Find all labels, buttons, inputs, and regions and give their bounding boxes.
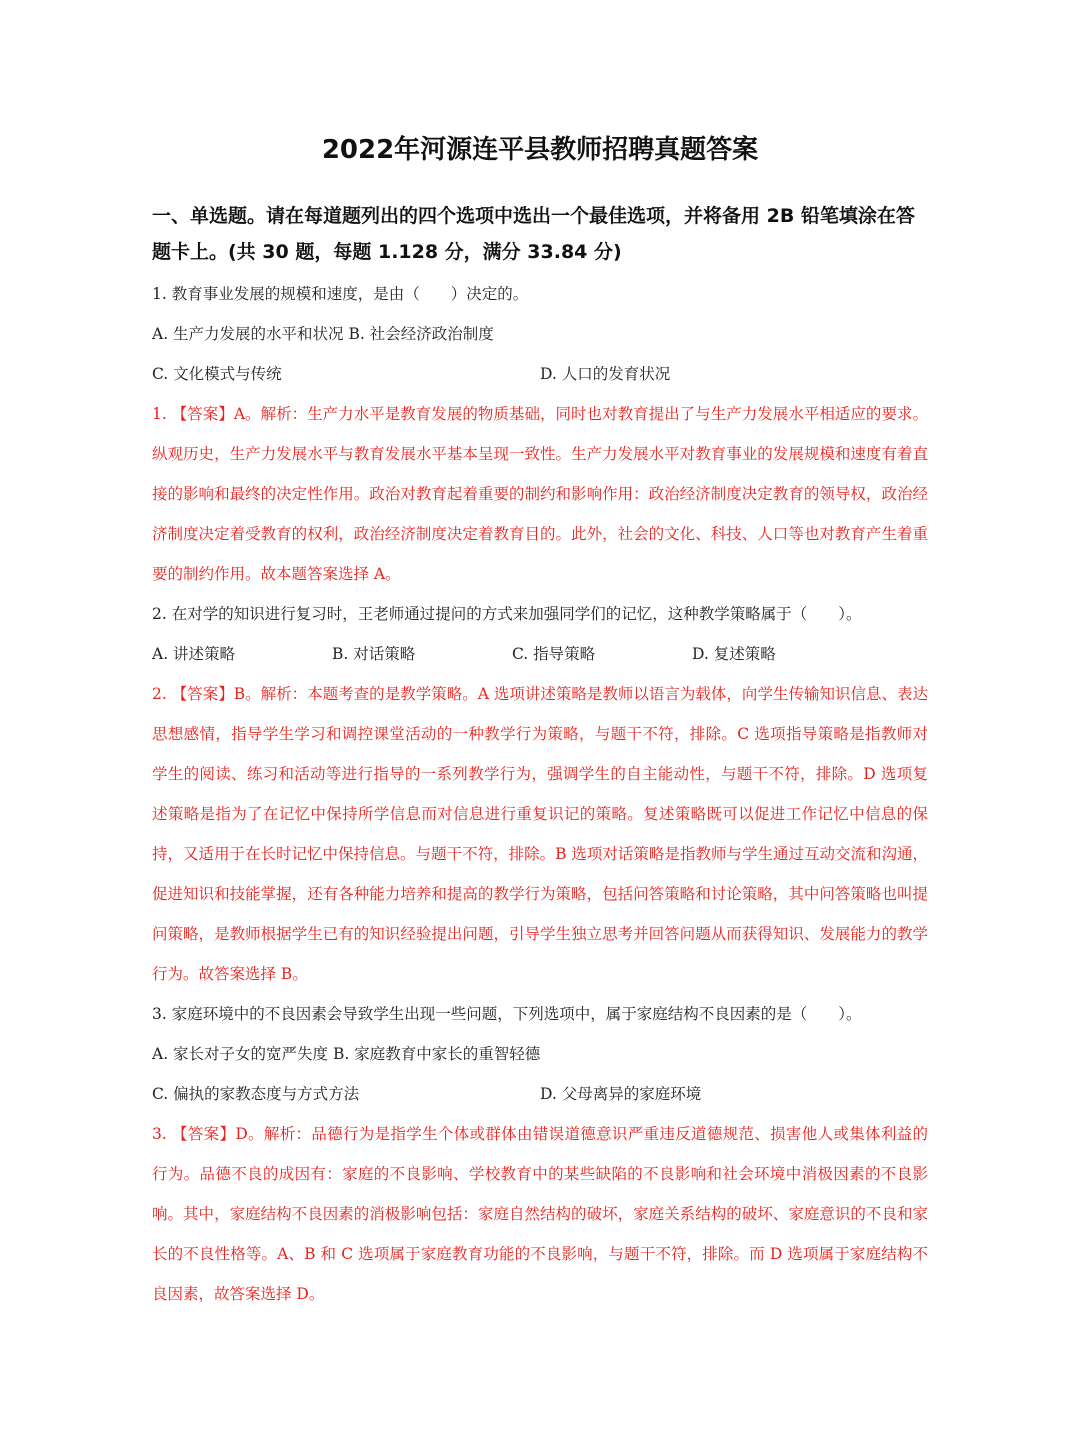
page-title: 2022年河源连平县教师招聘真题答案 bbox=[321, 135, 759, 165]
question-block bbox=[152, 994, 928, 1314]
option-row bbox=[152, 634, 928, 674]
question-stem: 3. 家庭环境中的不良因素会导致学生出现一些问题，下列选项中，属于家庭结构不良因素的是（ ）。 bbox=[152, 1005, 862, 1023]
question-block bbox=[152, 594, 928, 994]
option-row: A. 生产力发展的水平和状况 B. 社会经济政治制度 bbox=[152, 325, 494, 343]
option-c: C. 指导策略 bbox=[512, 645, 596, 663]
option-row bbox=[152, 1074, 928, 1114]
answer-explanation: 2. 【答案】B。解析：本题考查的是教学策略。A 选项讲述策略是教师以语言为载体，向学生传输知识信息、表达思想感情，指导学生学习和调控课堂活动的一种教学行为策略，与题干不符，排除。C 选项指导策略是指教师对学生的阅读、练习和活动等进行指导的一系列教学行为，强调学生的自主能动性，与题干不符，排除。D 选项复述策略是指为了在记忆中保持所学信息而对信息进行重复识记的策略。复述策略既可以促进工作记忆中信息的保持，又适用于在长时记忆中保持信息。与题干不符，排除。B 选项对话策略是指教师与学生通过互动交流和沟通，促进知识和技能掌握，还有各种能力培养和提高的教学行为策略，包括问答策略和讨论策略，其中问答策略也叫提问策略，是教师根据学生已有的知识经验提出问题，引导学生独立思考并回答问题从而获得知识、发展能力的教学行为。故答案选择 B。 bbox=[152, 685, 928, 983]
question-block bbox=[152, 274, 928, 594]
section-heading: 一、单选题。请在每道题列出的四个选项中选出一个最佳选项，并将备用 2B 铅笔填涂在答题卡上。(共 30 题，每题 1.128 分，满分 33.84 分) bbox=[152, 205, 915, 263]
option-d: D. 父母离异的家庭环境 bbox=[540, 1085, 702, 1103]
option-c: C. 偏执的家教态度与方式方法 bbox=[152, 1085, 360, 1103]
option-row: A. 家长对子女的宽严失度 B. 家庭教育中家长的重智轻德 bbox=[152, 1045, 541, 1063]
option-b: B. 对话策略 bbox=[332, 645, 416, 663]
answer-explanation: 3. 【答案】D。解析：品德行为是指学生个体或群体由错误道德意识严重违反道德规范、损害他人或集体利益的行为。品德不良的成因有：家庭的不良影响、学校教育中的某些缺陷的不良影响和社会环境中消极因素的不良影响。其中，家庭结构不良因素的消极影响包括：家庭自然结构的破坏，家庭关系结构的破坏、家庭意识的不良和家长的不良性格等。A、B 和 C 选项属于家庭教育功能的不良影响，与题干不符，排除。而 D 选项属于家庭结构不良因素，故答案选择 D。 bbox=[152, 1125, 928, 1303]
question-stem: 1. 教育事业发展的规模和速度，是由（ ）决定的。 bbox=[152, 285, 529, 303]
option-row bbox=[152, 354, 928, 394]
option-d: D. 人口的发育状况 bbox=[540, 365, 671, 383]
option-d: D. 复述策略 bbox=[692, 645, 776, 663]
option-a: A. 讲述策略 bbox=[152, 645, 236, 663]
option-c: C. 文化模式与传统 bbox=[152, 365, 282, 383]
answer-explanation: 1. 【答案】A。解析：生产力水平是教育发展的物质基础，同时也对教育提出了与生产力发展水平相适应的要求。纵观历史，生产力发展水平与教育发展水平基本呈现一致性。生产力发展水平对教育事业的发展规模和速度有着直接的影响和最终的决定性作用。政治对教育起着重要的制约和影响作用：政治经济制度决定教育的领导权，政治经济制度决定着受教育的权利，政治经济制度决定着教育目的。此外，社会的文化、科技、人口等也对教育产生着重要的制约作用。故本题答案选择 A。 bbox=[152, 405, 928, 583]
question-stem: 2. 在对学的知识进行复习时，王老师通过提问的方式来加强同学们的记忆，这种教学策略属于（ ）。 bbox=[152, 605, 862, 623]
